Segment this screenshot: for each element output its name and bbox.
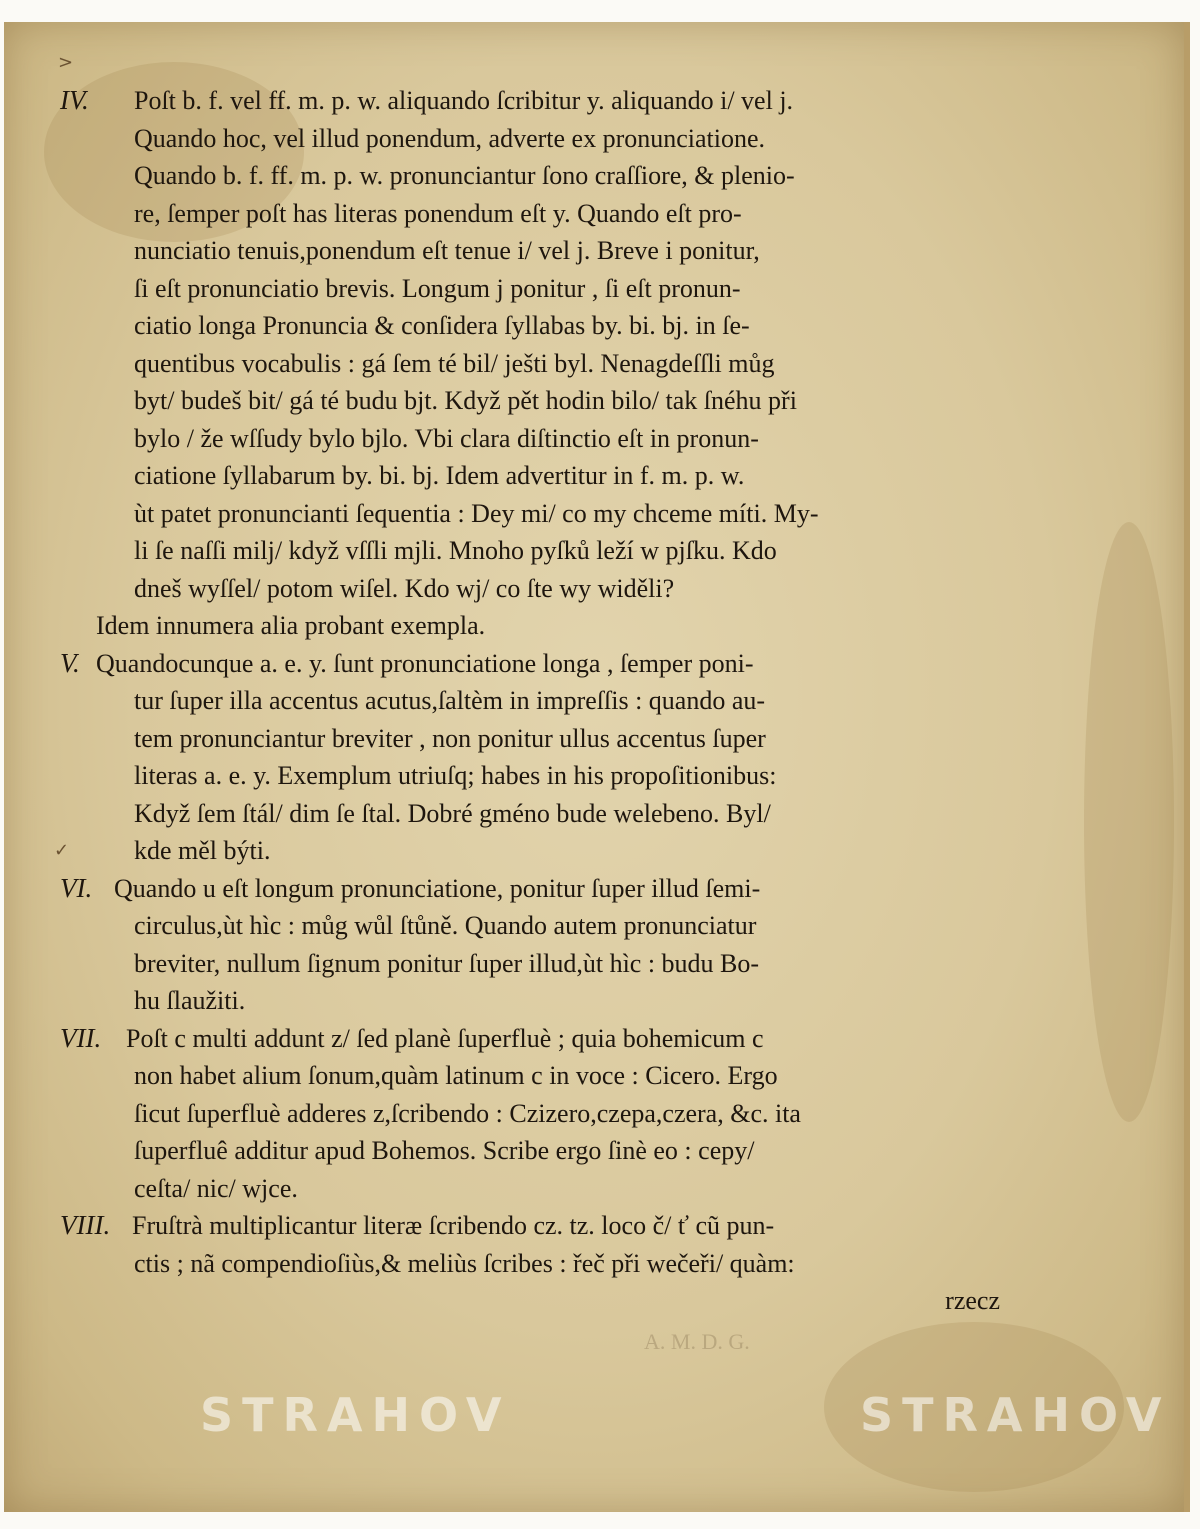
paragraph-vi [60, 870, 1000, 1020]
text-line: kde měl býti. [134, 836, 271, 865]
strahov-watermark: STRAHOV [860, 1388, 1171, 1442]
text-line: Idem innumera alia probant exempla. [96, 611, 486, 640]
page-stain [1084, 522, 1174, 1122]
text-line: ùt patet pronuncianti ſequentia : Dey mi/ co my chceme míti. My- [134, 498, 819, 528]
margin-mark: ✓ [54, 840, 70, 861]
margin-mark: > [58, 52, 74, 73]
show-through-text: A. M. D. G. [644, 1329, 750, 1354]
text-line: circulus,ùt hìc : můg wůl ſtůně. Quando autem pronunciatur [134, 911, 757, 940]
text-line: ciatione ſyllabarum by. bi. bj. Idem advertitur in f. m. p. w. [134, 461, 745, 490]
text-line: hu ſlaužiti. [134, 986, 246, 1015]
text-line: Quandocunque a. e. y. ſunt pronunciatione longa , ſemper poni- [96, 648, 754, 678]
text-line: quentibus vocabulis : gá ſem té bil/ ješti byl. Nenagdeſſli můg [134, 348, 775, 378]
page-text [60, 82, 1000, 1320]
text-line: ſicut ſuperfluè adderes z,ſcribendo : Czizero,czepa,czera, &c. ita [134, 1098, 801, 1128]
strahov-watermark: STRAHOV [200, 1388, 511, 1442]
text-line: Quando hoc, vel illud ponendum, adverte ex pronunciatione. [134, 123, 766, 153]
paragraph-number: IV. [60, 85, 89, 115]
text-line: re, ſemper poſt has literas ponendum eſt y. Quando eſt pro- [134, 198, 742, 228]
paragraph-viii [60, 1207, 1000, 1320]
text-line: ceſta/ nic/ wjce. [134, 1173, 298, 1203]
text-line: bylo / že wſſudy bylo bjlo. Vbi clara diſtinctio eſt in pronun- [134, 423, 759, 453]
text-line: non habet alium ſonum,quàm latinum c in voce : Cicero. Ergo [134, 1061, 778, 1090]
text-line: ſuperfluê additur apud Bohemos. Scribe ergo ſinè eo : cepy/ [134, 1136, 755, 1165]
text-line: ſi eſt pronunciatio brevis. Longum j ponitur , ſi eſt pronun- [134, 273, 741, 303]
text-line: Quando b. f. ff. m. p. w. pronunciantur ſono craſſiore, & plenio- [134, 161, 795, 190]
text-line: Poſt b. f. vel ff. m. p. w. aliquando ſcribitur y. aliquando i/ vel j. [134, 86, 794, 115]
paragraph-number: VI. [60, 872, 93, 903]
text-line: Poſt c multi addunt z/ ſed planè ſuperfluè ; quia bohemicum c [126, 1023, 764, 1053]
paragraph-v [60, 645, 1000, 870]
text-line: Když ſem ſtál/ dim ſe ſtal. Dobré gméno bude welebeno. Byl/ [134, 798, 771, 828]
text-line: li ſe naſſi milj/ když vſſli mjli. Mnoho pyſků leží w pjſku. Kdo [134, 536, 777, 565]
text-line: ciatio longa Pronuncia & conſidera ſyllabas by. bi. bj. in ſe- [134, 311, 750, 340]
text-line: ctis ; nã compendioſiùs,& meliùs ſcribes : řeč při wečeři/ quàm: [134, 1248, 795, 1278]
text-line: Quando u eſt longum pronunciatione, ponitur ſuper illud ſemi- [114, 873, 761, 903]
paragraph-number: VIII. [60, 1210, 111, 1240]
text-line: Fruſtrà multiplicantur literæ ſcribendo cz. tz. loco č/ ť cũ pun- [132, 1211, 775, 1240]
text-line: breviter, nullum ſignum ponitur ſuper illud,ùt hìc : budu Bo- [134, 948, 760, 978]
text-line: dneš wyſſel/ potom wiſel. Kdo wj/ co ſte wy widěli? [134, 573, 675, 603]
paragraph-vii [60, 1020, 1000, 1208]
paragraph-number: VII. [60, 1022, 102, 1053]
text-line: byt/ budeš bit/ gá té budu bjt. Když pět hodin bilo/ tak ſnéhu při [134, 386, 797, 415]
paragraph-number: V. [60, 647, 80, 678]
paragraph-iv [60, 82, 1000, 645]
text-line: nunciatio tenuis,ponendum eſt tenue i/ vel j. Breve i ponitur, [134, 236, 760, 265]
text-line: literas a. e. y. Exemplum utriuſq; habes in his propoſitionibus: [134, 761, 777, 790]
text-line: tem pronunciantur breviter , non ponitur ullus accentus ſuper [134, 723, 766, 753]
text-line: rzecz [945, 1286, 1000, 1315]
text-line: tur ſuper illa accentus acutus,ſaltèm in impreſſis : quando au- [134, 686, 766, 715]
